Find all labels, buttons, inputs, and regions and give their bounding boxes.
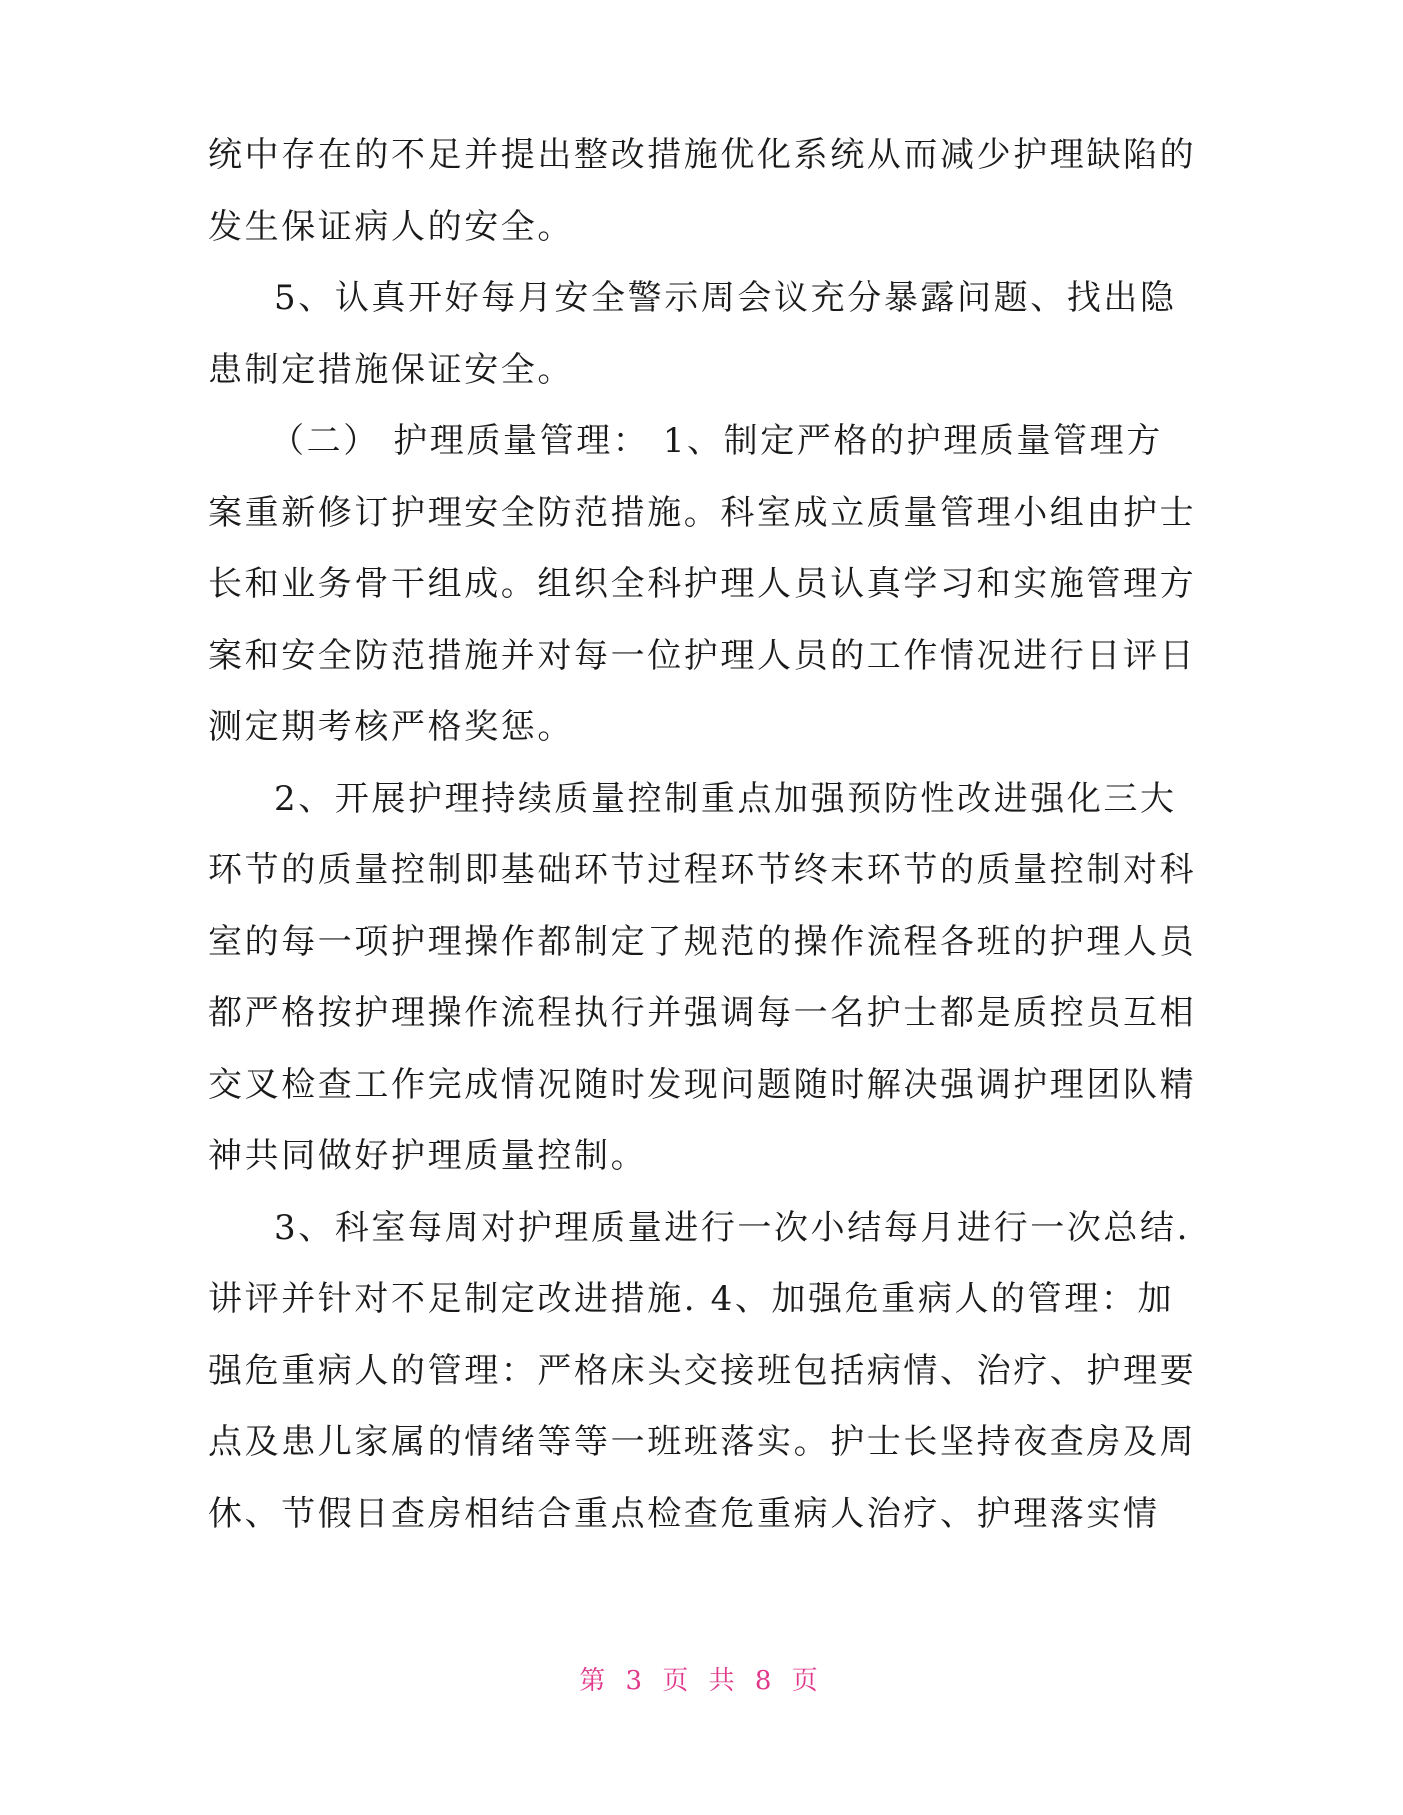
text-line-10: 2、开展护理持续质量控制重点加强预防性改进强化三大 xyxy=(274,778,1177,819)
page-number-footer: 第 3 页 共 8 页 xyxy=(579,1666,824,1696)
text-line-19: 点及患儿家属的情绪等等一班班落实。护士长坚持夜查房及周 xyxy=(208,1422,1197,1462)
text-line-11: 环节的质量控制即基础环节过程环节终末环节的质量控制对科 xyxy=(208,850,1197,890)
body-text xyxy=(208,120,1198,1550)
text-line-20: 休、节假日查房相结合重点检查危重病人治疗、护理落实情 xyxy=(208,1493,1160,1534)
text-line-16: 3、科室每周对护理质量进行一次小结每月进行一次总结. xyxy=(274,1207,1191,1248)
text-line-8: 案和安全防范措施并对每一位护理人员的工作情况进行日评日 xyxy=(208,635,1197,676)
text-line-17: 讲评并针对不足制定改进措施. 4、加强危重病人的管理：加 xyxy=(208,1279,1175,1319)
text-line-4: 患制定措施保证安全。 xyxy=(208,349,574,390)
text-line-12: 室的每一项护理操作都制定了规范的操作流程各班的护理人员 xyxy=(208,921,1197,962)
text-line-18: 强危重病人的管理：严格床头交接班包括病情、治疗、护理要 xyxy=(208,1350,1197,1391)
text-line-3: 5、认真开好每月安全警示周会议充分暴露问题、找出隐 xyxy=(274,278,1177,318)
text-line-7: 长和业务骨干组成。组织全科护理人员认真学习和实施管理方 xyxy=(208,564,1197,604)
text-line-1: 统中存在的不足并提出整改措施优化系统从而减少护理缺陷的 xyxy=(208,135,1197,175)
text-line-5: （二） 护理质量管理： 1、制定严格的护理质量管理方 xyxy=(270,421,1163,461)
text-line-13: 都严格按护理操作流程执行并强调每一名护士都是质控员互相 xyxy=(208,993,1197,1033)
text-line-6: 案重新修订护理安全防范措施。科室成立质量管理小组由护士 xyxy=(208,492,1197,533)
text-line-15: 神共同做好护理质量控制。 xyxy=(208,1136,648,1176)
text-line-14: 交叉检查工作完成情况随时发现问题随时解决强调护理团队精 xyxy=(208,1064,1197,1105)
text-line-9: 测定期考核严格奖惩。 xyxy=(208,707,574,747)
text-line-2: 发生保证病人的安全。 xyxy=(208,206,574,247)
